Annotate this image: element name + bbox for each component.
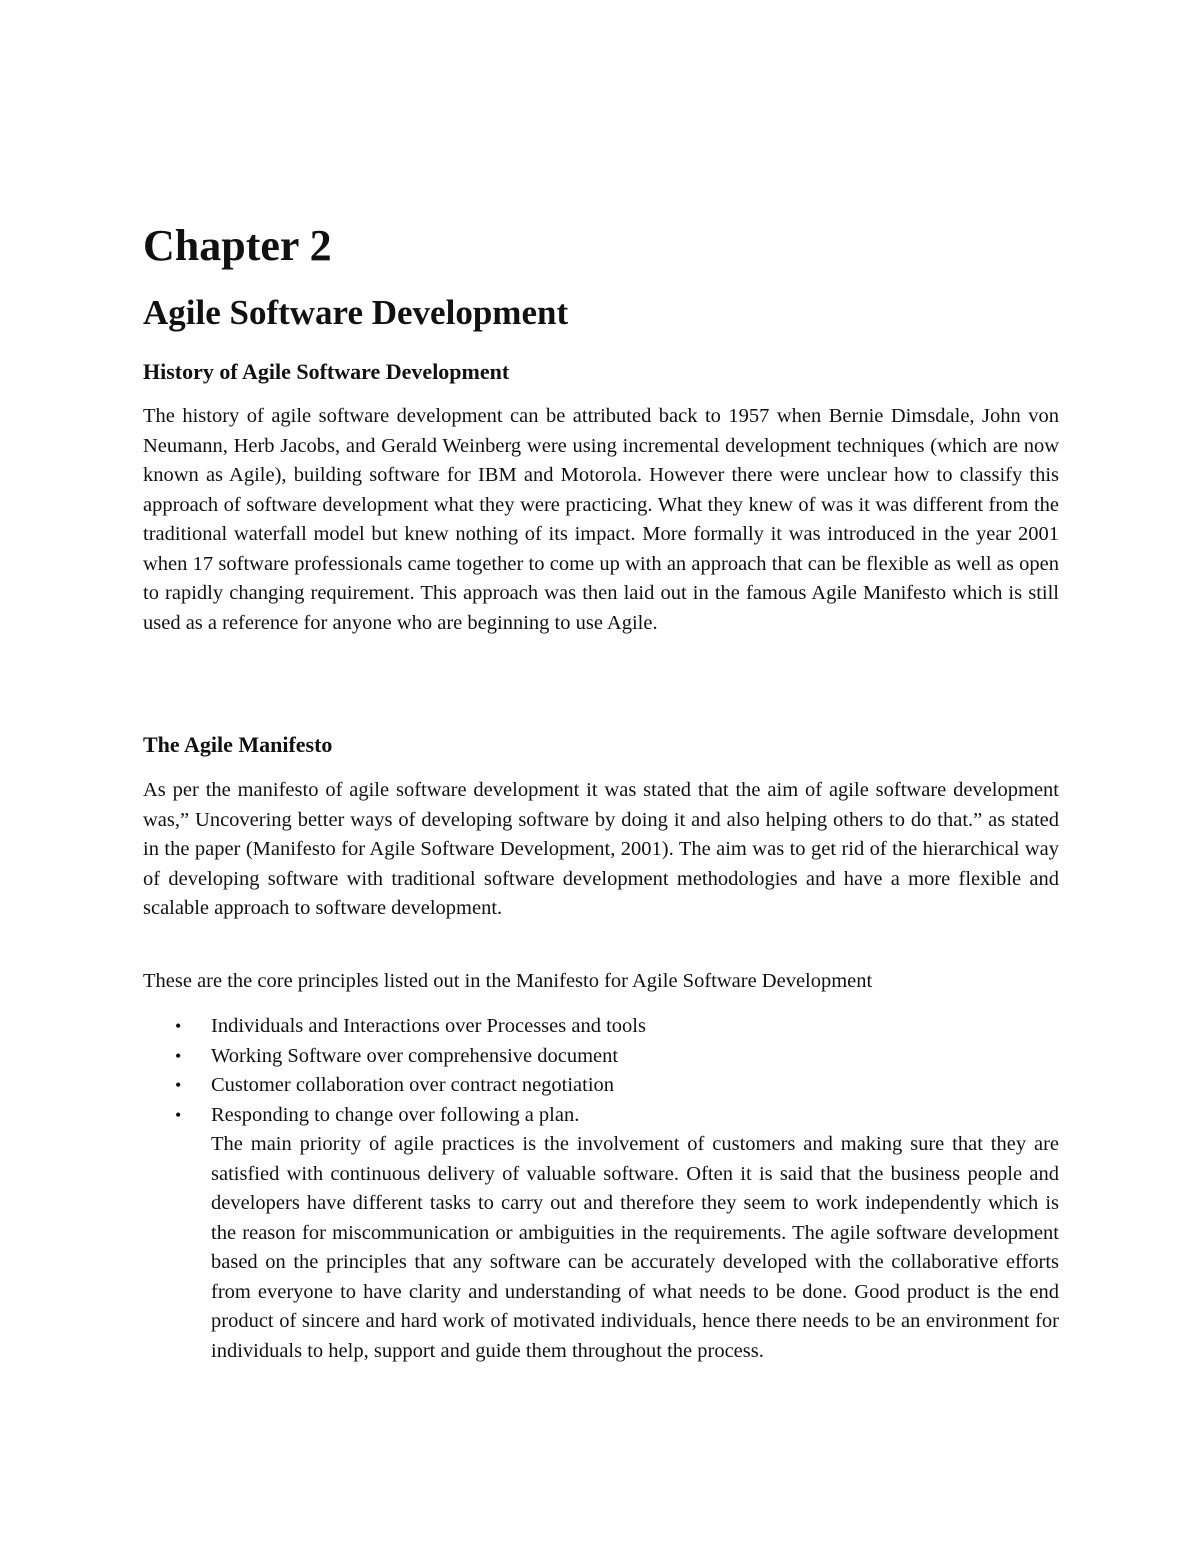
list-item	[143, 1101, 1059, 1367]
list-item-text: Customer collaboration over contract negotiation	[211, 1074, 615, 1096]
principles-list	[143, 1012, 1059, 1366]
list-item-text: Responding to change over following a plan.	[211, 1103, 580, 1126]
core-principles-intro: These are the core principles listed out in the Manifesto for Agile Software Development	[143, 970, 873, 992]
list-item	[143, 1042, 1059, 1072]
list-item	[143, 1071, 1059, 1101]
section-heading-manifesto: The Agile Manifesto	[143, 732, 333, 757]
bullet-icon: •	[175, 1075, 182, 1095]
bullet-icon: •	[175, 1104, 182, 1125]
chapter-title: Chapter 2	[143, 221, 332, 270]
chapter-subtitle: Agile Software Development	[143, 293, 569, 332]
list-item	[143, 1012, 1059, 1042]
list-item-text: Working Software over comprehensive document	[211, 1044, 619, 1067]
bullet-icon: •	[175, 1045, 182, 1066]
section-heading-history: History of Agile Software Development	[143, 359, 510, 384]
bullet-icon: •	[175, 1016, 182, 1036]
history-paragraph: The history of agile software development can be attributed back to 1957 when Bernie Dimsdale, John von Neumann, Herb Jacobs, and Gerald Weinberg were using incremental development techniques (which are now known as Agile), building software for IBM and Motorola. However there were unclear how to classify this approach of software development what they were practicing. What they knew of was it was different from the traditional waterfall model but knew nothing of its impact. More formally it was introduced in the year 2001 when 17 software professionals came together to come up with an approach that can be flexible as well as open to rapidly changing requirement. This approach was then laid out in the famous Agile Manifesto which is still used as a reference for anyone who are beginning to use Agile.	[143, 405, 1059, 634]
manifesto-paragraph: As per the manifesto of agile software development it was stated that the aim of agile software development was,” Uncovering better ways of developing software by doing it and also helping others to do that.” as stated in the paper (Manifesto for Agile Software Development, 2001). The aim was to get rid of the hierarchical way of developing software with traditional software development methodologies and have a more flexible and scalable approach to software development.	[143, 779, 1059, 919]
list-item-text: Individuals and Interactions over Processes and tools	[211, 1015, 646, 1037]
list-item-continuation: The main priority of agile practices is the involvement of customers and making sure that they are satisfied with continuous delivery of valuable software. Often it is said that the business people and developers have different tasks to carry out and therefore they seem to work independently which is the reason for miscommunication or ambiguities in the requirements. The agile software development based on the principles that any software can be accurately developed with the collaborative efforts from everyone to have clarity and understanding of what needs to be done. Good product is the end product of sincere and hard work of motivated individuals, hence there needs to be an environment for individuals to help, support and guide them throughout the process.	[211, 1133, 1059, 1362]
